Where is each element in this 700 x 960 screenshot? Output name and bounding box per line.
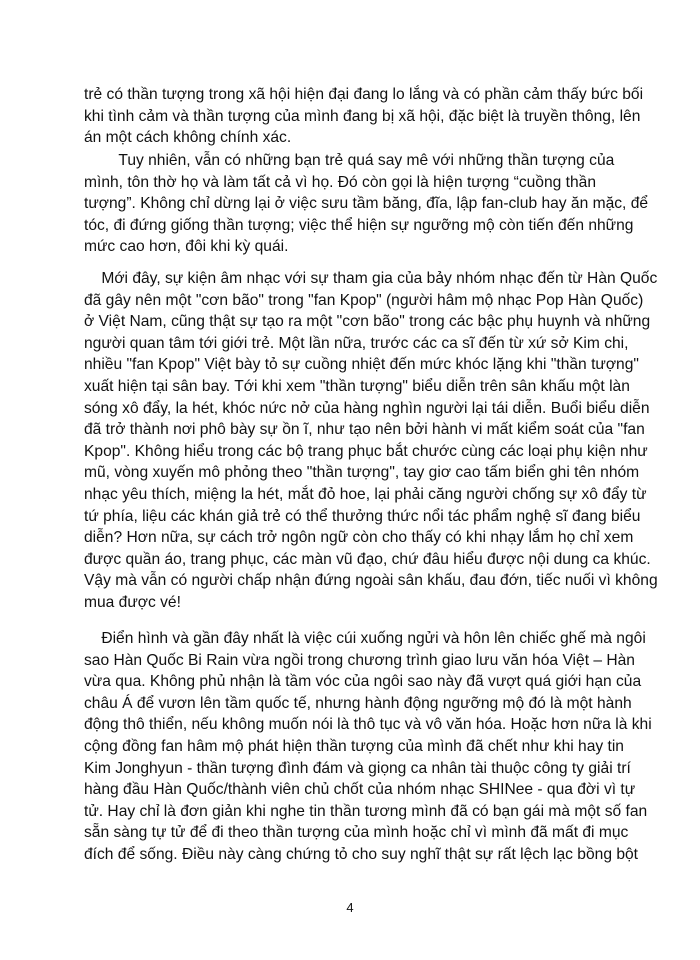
text-line: đã gây nên một "cơn bão" trong "fan Kpop" (người hâm mộ nhạc Pop Hàn Quốc): [84, 291, 644, 309]
text-line: trẻ có thần tượng trong xã hội hiện đại đang lo lắng và có phần cảm thấy bức bối: [84, 86, 644, 103]
text-line: Điển hình và gần đây nhất là việc cúi xuống ngửi và hôn lên chiếc ghế mà ngôi: [84, 630, 646, 647]
text-line: sao Hàn Quốc Bi Rain vừa ngồi trong chương trình giao lưu văn hóa Việt – Hàn: [84, 651, 635, 669]
text-line: được quần áo, trang phục, các màn vũ đạo, chứ đâu hiểu được nội dung ca khúc.: [84, 550, 651, 568]
text-line: Kim Jonghyun - thần tượng đình đám và giọng ca nhân tài thuộc công ty giải trí: [84, 759, 631, 777]
text-line: mũ, vòng xuyến mô phỏng theo "thần tượng", tay giơ cao tấm biển ghi tên nhóm: [84, 464, 640, 482]
text-line: vừa qua. Không phủ nhận là tầm vóc của ngôi sao này đã vượt quá giới hạn của: [84, 673, 642, 691]
text-line: Mới đây, sự kiện âm nhạc với sự tham gia của bảy nhóm nhạc đến từ Hàn Quốc: [84, 270, 658, 287]
text-line: châu Á để vươn lên tầm quốc tế, nhưng hành động ngưỡng mộ đó là một hành: [84, 694, 632, 712]
paragraph-2: [84, 150, 649, 258]
text-line: Kpop". Không hiểu trong các bộ trang phục bắt chước cùng các loại phụ kiện như: [84, 442, 648, 460]
paragraph-4: [84, 628, 652, 866]
paragraph-3: [84, 268, 658, 614]
text-line: đích để sống. Điều này càng chứng tỏ cho suy nghĩ thật sự rất lệch lạc bồng bột: [84, 845, 639, 863]
text-line: ở Việt Nam, cũng thật sự tạo ra một "cơn bão" trong các bậc phụ huynh và những: [84, 313, 651, 331]
text-line: diễn? Hơn nữa, sự cách trở ngôn ngữ còn cho thấy có khi nhạy lắm họ chỉ xem: [84, 529, 634, 547]
text-line: mua được vé!: [84, 593, 181, 611]
text-line: sóng xô đẩy, la hét, khóc nức nở của hàng nghìn người lại tái diễn. Buổi biểu diễn: [84, 399, 650, 417]
page-number: 4: [346, 900, 354, 915]
text-line: đã trở thành nơi phô bày sự ồn ĩ, như tạo nên bởi hành vi mất kiểm soát của "fan: [84, 421, 645, 439]
text-line: tóc, đi đứng giống thần tượng; việc thể hiện sự ngưỡng mộ còn tiến đến những: [84, 216, 634, 234]
text-line: người quan tâm tới giới trẻ. Một lần nữa, trước các ca sĩ đến từ xứ sở Kim chi,: [84, 334, 629, 352]
text-line: xuất hiện tại sân bay. Tới khi xem "thần tượng" biểu diễn trên sân khấu một làn: [84, 377, 630, 395]
text-line: nhạc yêu thích, miệng la hét, mắt đỏ hoe, lại phải căng người chống sự xô đẩy từ: [84, 485, 647, 503]
paragraph-1: [84, 84, 644, 149]
text-line: Vậy mà vẫn có người chấp nhận đứng ngoài sân khấu, đau đớn, tiếc nuối vì không: [84, 572, 658, 590]
text-line: nhiều "fan Kpop" Việt bày tỏ sự cuồng nhiệt đến mức khóc lặng khi "thần tượng": [84, 356, 639, 374]
text-line: tử. Hay chỉ là đơn giản khi nghe tin thần tương mình đã có bạn gái mà một số fan: [84, 802, 648, 820]
text-line: cộng đồng fan hâm mộ phát hiện thần tượng của mình đã chết như khi hay tin: [84, 737, 624, 755]
text-line: sẵn sàng tự tử để đi theo thần tượng của mình hoặc chỉ vì mình đã mất đi mục: [84, 824, 629, 842]
text-line: án một cách không chính xác.: [84, 129, 292, 147]
text-line: hàng đầu Hàn Quốc/thành viên chủ chốt của nhóm nhạc SHINee - qua đời vì tự: [84, 781, 636, 799]
text-line: tứ phía, liệu các khán giả trẻ có thể thưởng thức nổi tác phẩm nghệ sĩ đang biểu: [84, 507, 641, 525]
text-line: khi tình cảm và thần tượng của mình đang bị xã hội, đặc biệt là truyền thông, lên: [84, 107, 641, 125]
text-line: tượng”. Không chỉ dừng lại ở việc sưu tầm băng, đĩa, lập fan-club hay ăn mặc, để: [84, 195, 649, 213]
text-line: mình, tôn thờ họ và làm tất cả vì họ. Đó còn gọi là hiện tượng “cuồng thần: [84, 173, 596, 191]
text-line: động thô thiển, nếu không muốn nói là thô tục và vô văn hóa. Hoặc hơn nữa là khi: [84, 716, 652, 734]
text-line: mức cao hơn, đôi khi kỳ quái.: [84, 238, 289, 256]
text-line: Tuy nhiên, vẫn có những bạn trẻ quá say mê với những thần tượng của: [84, 152, 615, 169]
